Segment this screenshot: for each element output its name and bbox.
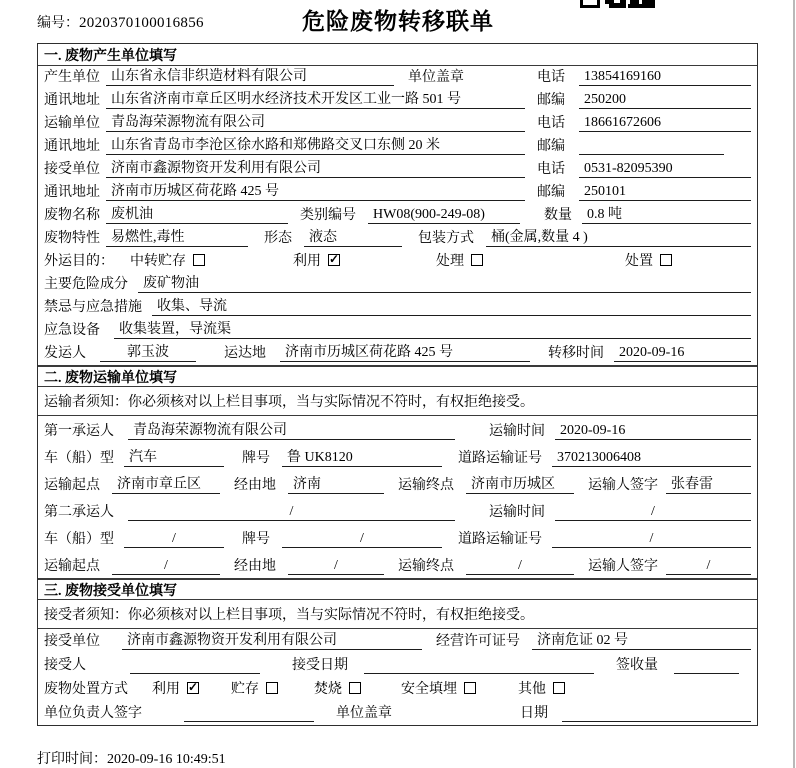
date-label: 日期: [520, 706, 548, 721]
row-vehicle2: [38, 524, 757, 551]
sign1-label: 运输人签字: [588, 478, 658, 493]
sign2-label: 运输人签字: [588, 559, 658, 574]
form-value: 液态: [304, 226, 402, 247]
category-label: 类别编号: [300, 208, 356, 223]
transfer-time-value: 2020-09-16: [614, 345, 751, 362]
via2-value: /: [288, 558, 384, 575]
row-vehicle1: [38, 443, 757, 470]
amount-value: [674, 673, 739, 674]
row-equipment: [38, 319, 757, 342]
plate1-value: 鲁 UK8120: [282, 446, 442, 467]
unit-seal-label: 单位盖章: [336, 706, 392, 721]
row-chief-sign: [38, 701, 757, 725]
checkbox-transfer-storage: [193, 254, 205, 266]
vehicle1-label: 车（船）型: [44, 451, 114, 466]
license-value: 济南危证 02 号: [532, 629, 751, 650]
purpose-option-transfer: [130, 250, 205, 270]
receiver-label: 接受单位: [44, 162, 100, 177]
row-receive-unit: [38, 629, 757, 653]
permit2-label: 道路运输证号: [458, 532, 542, 547]
quantity-value: 0.8 吨: [582, 203, 751, 224]
shipper-label: 发运人: [44, 346, 86, 361]
transport-time2-value: /: [555, 504, 751, 521]
option-label: 贮存: [231, 682, 259, 697]
via2-label: 经由地: [234, 559, 276, 574]
carrier2-label: 第二承运人: [44, 505, 114, 520]
option-label: 利用: [293, 254, 321, 269]
chief-sign-value: [184, 721, 314, 722]
taboo-label: 禁忌与应急措施: [44, 300, 142, 315]
receive-person-value: [130, 673, 260, 674]
carrier1-value: 青岛海荣源物流有限公司: [128, 419, 455, 440]
packing-label: 包装方式: [418, 231, 474, 246]
phone-label: 电话: [537, 162, 565, 177]
row-disposal-method: [38, 677, 757, 701]
hazard-value: 废矿物油: [138, 272, 751, 293]
zip-label: 邮编: [537, 185, 565, 200]
plate2-label: 牌号: [242, 532, 270, 547]
checkbox-disposal-burn: [349, 682, 361, 694]
vehicle1-value: 汽车: [124, 446, 224, 467]
plate2-value: /: [282, 531, 442, 548]
disposal-option-landfill: [401, 678, 476, 698]
traits-label: 废物特性: [44, 231, 100, 246]
print-time-line: [37, 748, 226, 768]
receive-unit-label: 接受单位: [44, 634, 100, 649]
vehicle2-label: 车（船）型: [44, 532, 114, 547]
row-route1: [38, 470, 757, 497]
checkbox-dispose: [660, 254, 672, 266]
row-receiver-address: [38, 181, 757, 204]
producer-label: 产生单位: [44, 70, 100, 85]
sign1-value: 张春雷: [666, 473, 751, 494]
row-purpose: [38, 250, 757, 273]
receive-unit-value: 济南市鑫源物资开发利用有限公司: [122, 629, 422, 650]
row-carrier1: [38, 416, 757, 443]
row-receiver: [38, 158, 757, 181]
option-label: 处理: [436, 254, 464, 269]
checkbox-treat: [471, 254, 483, 266]
hazard-label: 主要危险成分: [44, 277, 128, 292]
option-label: 其他: [518, 682, 546, 697]
row-hazard: [38, 273, 757, 296]
option-label: 焚烧: [314, 682, 342, 697]
row-transporter: [38, 112, 757, 135]
row-route2: [38, 551, 757, 578]
transporter-value: 青岛海荣源物流有限公司: [106, 111, 525, 132]
waste-name-value: 废机油: [106, 203, 288, 224]
section2-heading: 二. 废物运输单位填写: [38, 365, 757, 387]
shipper-value: 郭玉波: [100, 341, 196, 362]
option-label: 利用: [152, 682, 180, 697]
origin1-value: 济南市章丘区: [112, 473, 220, 494]
page-right-edge: [793, 0, 795, 768]
destination-label: 运达地: [224, 346, 266, 361]
quantity-label: 数量: [544, 208, 572, 223]
producer-zip-value: 250200: [579, 92, 751, 109]
option-label: 安全填埋: [401, 682, 457, 697]
serial-number: 2020370100016856: [79, 15, 204, 31]
carrier1-label: 第一承运人: [44, 424, 114, 439]
option-label: 处置: [625, 254, 653, 269]
transporter-label: 运输单位: [44, 116, 100, 131]
form-label: 形态: [264, 231, 292, 246]
origin1-label: 运输起点: [44, 478, 100, 493]
section3-heading: 三. 废物接受单位填写: [38, 578, 757, 600]
purpose-label: 外运目的：: [44, 254, 114, 269]
disposal-option-store: [231, 678, 278, 698]
zip-label: 邮编: [537, 93, 565, 108]
category-value: HW08(900-249-08): [368, 207, 520, 224]
row-receive-person: [38, 653, 757, 677]
origin2-value: /: [112, 558, 220, 575]
disposal-option-burn: [314, 678, 361, 698]
chief-sign-label: 单位负责人签字: [44, 706, 142, 721]
transporter-notice: 运输者须知：你必须核对以上栏目事项，当与实际情况不符时，有权拒绝接受。: [38, 387, 757, 416]
checkbox-disposal-store: [266, 682, 278, 694]
vehicle2-value: /: [124, 531, 224, 548]
seal-label: 单位盖章: [408, 70, 464, 85]
taboo-value: 收集、导流: [152, 295, 751, 316]
section-receiver: [38, 578, 757, 725]
row-dispatch: [38, 342, 757, 365]
row-taboo: [38, 296, 757, 319]
traits-value: 易燃性,毒性: [106, 226, 248, 247]
end1-value: 济南市历城区: [466, 473, 574, 494]
receiver-phone-value: 0531-82095390: [579, 161, 751, 178]
section-transporter: [38, 365, 757, 578]
transporter-address-value: 山东省青岛市李沧区徐水路和郑佛路交叉口东侧 20 米: [106, 134, 525, 155]
receive-person-label: 接受人: [44, 658, 86, 673]
purpose-option-treat: [436, 250, 483, 270]
print-time-value: 2020-09-16 10:49:51: [107, 752, 226, 767]
checkbox-use: [328, 254, 340, 266]
phone-label: 电话: [537, 116, 565, 131]
serial-label: 编号：: [37, 16, 79, 31]
print-time-label: 打印时间：: [37, 752, 107, 767]
address-label: 通讯地址: [44, 185, 100, 200]
receive-date-label: 接受日期: [292, 658, 348, 673]
row-producer: [38, 66, 757, 89]
disposal-option-other: [518, 678, 565, 698]
option-label: 中转贮存: [130, 254, 186, 269]
transport-time-label: 运输时间: [489, 505, 545, 520]
via1-label: 经由地: [234, 478, 276, 493]
amount-label: 签收量: [616, 658, 658, 673]
address-label: 通讯地址: [44, 93, 100, 108]
manifest-table: [37, 43, 758, 726]
row-waste-traits: [38, 227, 757, 250]
section-producer: [38, 44, 757, 365]
license-label: 经营许可证号: [436, 634, 520, 649]
receiver-address-value: 济南市历城区荷花路 425 号: [106, 180, 525, 201]
checkbox-disposal-other: [553, 682, 565, 694]
checkbox-disposal-use: [187, 682, 199, 694]
origin2-label: 运输起点: [44, 559, 100, 574]
address-label: 通讯地址: [44, 139, 100, 154]
transporter-zip-value: [579, 154, 724, 155]
transport-time-label: 运输时间: [489, 424, 545, 439]
receiver-zip-value: 250101: [579, 184, 751, 201]
receiver-notice: 接受者须知：你必须核对以上栏目事项，当与实际情况不符时，有权拒绝接受。: [38, 600, 757, 629]
section1-heading: 一. 废物产生单位填写: [38, 44, 757, 66]
transport-time1-value: 2020-09-16: [555, 423, 751, 440]
receive-date-value: [364, 673, 594, 674]
carrier2-value: /: [128, 504, 455, 521]
row-producer-address: [38, 89, 757, 112]
producer-phone-value: 13854169160: [579, 69, 751, 86]
row-waste-name: [38, 204, 757, 227]
end1-label: 运输终点: [398, 478, 454, 493]
equipment-label: 应急设备: [44, 323, 100, 338]
via1-value: 济南: [288, 473, 384, 494]
permit1-value: 370213006408: [552, 450, 751, 467]
producer-address-value: 山东省济南市章丘区明水经济技术开发区工业一路 501 号: [106, 88, 525, 109]
qr-code-fragment: [580, 0, 656, 10]
end2-value: /: [466, 558, 574, 575]
transfer-time-label: 转移时间: [548, 346, 604, 361]
checkbox-disposal-landfill: [464, 682, 476, 694]
purpose-option-dispose: [625, 250, 672, 270]
page-title: 危险废物转移联单: [302, 9, 494, 34]
purpose-option-use: [293, 250, 340, 270]
waste-name-label: 废物名称: [44, 208, 100, 223]
row-transporter-address: [38, 135, 757, 158]
phone-label: 电话: [537, 70, 565, 85]
plate1-label: 牌号: [242, 451, 270, 466]
receiver-value: 济南市鑫源物资开发利用有限公司: [106, 157, 525, 178]
row-carrier2: [38, 497, 757, 524]
permit1-label: 道路运输证号: [458, 451, 542, 466]
producer-value: 山东省永信非织造材料有限公司: [106, 65, 394, 86]
packing-value: 桶(金属,数量 4 ): [486, 226, 751, 247]
date-value: [562, 721, 751, 722]
zip-label: 邮编: [537, 139, 565, 154]
disposal-label: 废物处置方式: [44, 682, 128, 697]
document-header: [0, 0, 796, 40]
destination-value: 济南市历城区荷花路 425 号: [280, 341, 530, 362]
transporter-phone-value: 18661672606: [579, 115, 751, 132]
permit2-value: /: [552, 531, 751, 548]
disposal-option-use: [152, 678, 199, 698]
end2-label: 运输终点: [398, 559, 454, 574]
equipment-value: 收集装置，导流渠: [114, 318, 751, 339]
sign2-value: /: [666, 558, 751, 575]
